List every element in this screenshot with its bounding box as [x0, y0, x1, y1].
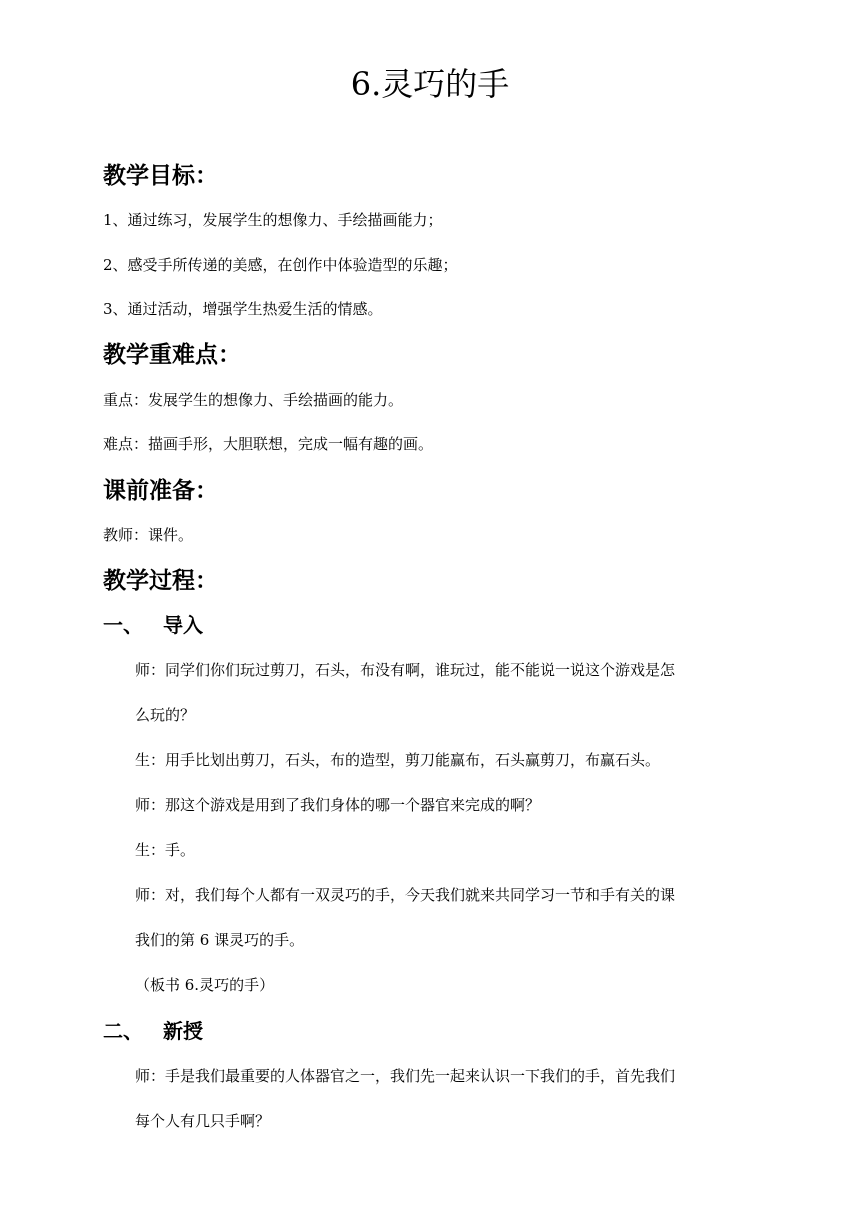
objective-item-1: 1、通过练习，发展学生的想像力、手绘描画能力； [103, 211, 443, 229]
preparation-heading: 课前准备： [103, 478, 218, 504]
key-points-heading: 教学重难点： [103, 342, 241, 368]
objective-item-3: 3、通过活动，增强学生热爱生活的情感。 [103, 300, 383, 318]
preparation-item-1: 教师：课件。 [103, 526, 194, 544]
section-1-line-4: 师：那这个游戏是用到了我们身体的哪一个器官来完成的啊？ [135, 796, 541, 814]
section-2-line-1: 师：手是我们最重要的人体器官之一，我们先一起来认识一下我们的手，首先我们 [135, 1067, 676, 1085]
section-2-line-2: 每个人有几只手啊？ [135, 1112, 271, 1130]
key-point-item-2: 难点：描画手形，大胆联想，完成一幅有趣的画。 [103, 435, 434, 453]
objective-item-2: 2、感受手所传递的美感，在创作中体验造型的乐趣； [103, 256, 458, 274]
section-1-line-2: 么玩的？ [135, 706, 196, 724]
section-2-heading [103, 1017, 203, 1045]
section-1-line-8: （板书 6.灵巧的手） [135, 976, 275, 994]
section-1-line-6: 师：对，我们每个人都有一双灵巧的手，今天我们就来共同学习一节和手有关的课 [135, 886, 676, 904]
objectives-heading: 教学目标： [103, 163, 218, 189]
section-1-line-3: 生：用手比划出剪刀，石头，布的造型，剪刀能赢布，石头赢剪刀，布赢石头。 [135, 751, 661, 769]
document-title: 6.灵巧的手 [350, 65, 510, 103]
section-1-number: 一、 [103, 613, 143, 637]
section-2-title: 新授 [163, 1019, 203, 1043]
section-1-heading [103, 611, 203, 639]
section-1-line-1: 师：同学们你们玩过剪刀，石头，布没有啊，谁玩过，能不能说一说这个游戏是怎 [135, 661, 676, 679]
key-point-item-1: 重点：发展学生的想像力、手绘描画的能力。 [103, 391, 404, 409]
section-1-title: 导入 [163, 613, 203, 637]
section-2-number: 二、 [103, 1019, 143, 1043]
section-1-line-5: 生：手。 [135, 841, 196, 859]
process-heading: 教学过程： [103, 568, 218, 594]
section-1-line-7: 我们的第 6 课灵巧的手。 [135, 931, 305, 949]
